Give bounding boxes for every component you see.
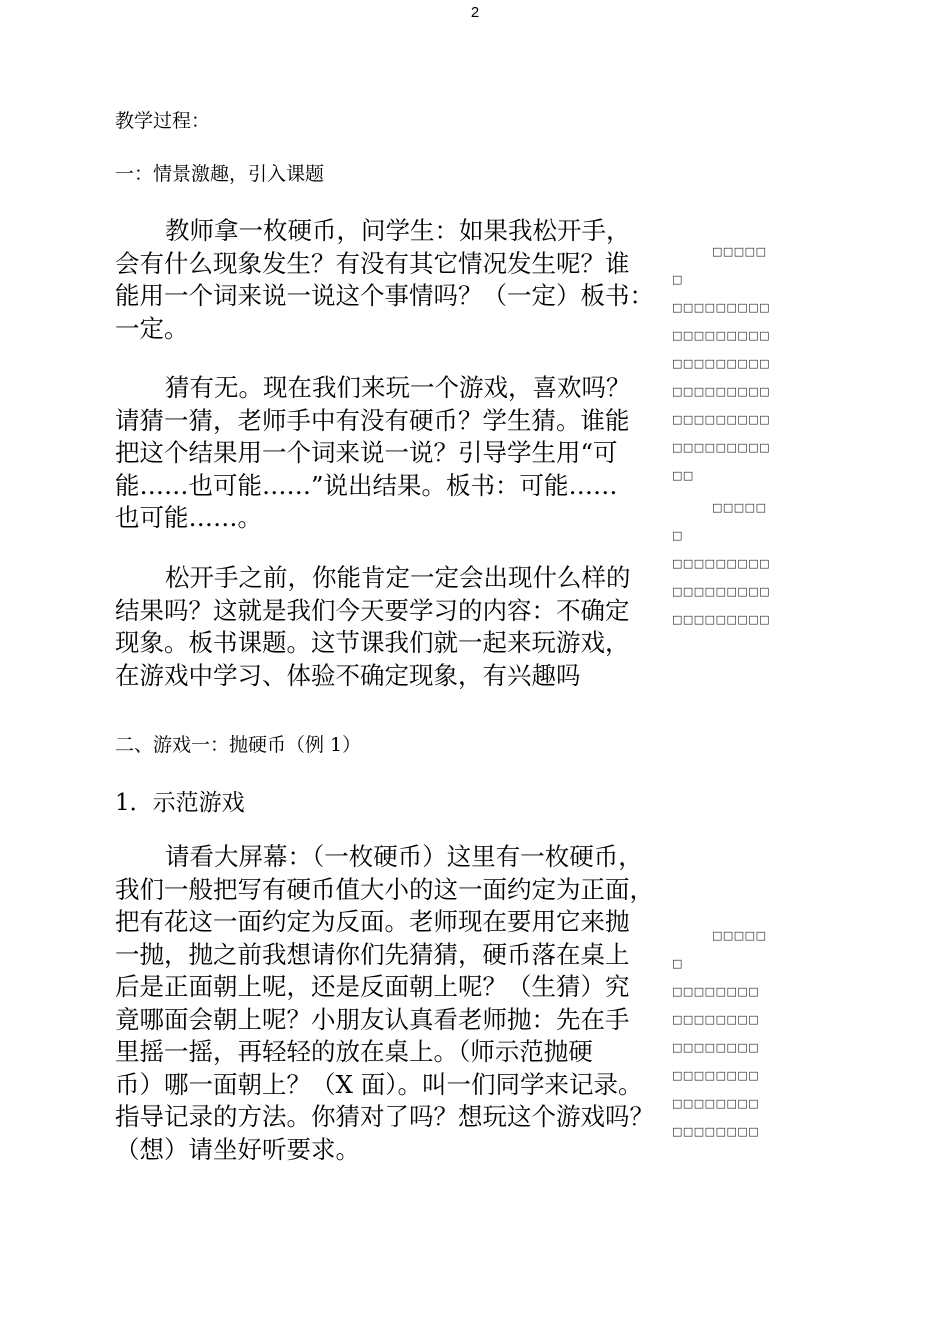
margin-note-line: □□□□□□□□□ — [672, 357, 771, 370]
margin-note-line: □□□□□ — [712, 929, 767, 942]
paragraph-line: 能用一个词来说一说这个事情吗？（一定）板书： — [115, 281, 654, 310]
margin-note-line: □□□□□□□□□ — [672, 585, 771, 598]
margin-note-line: □□□□□□□□□ — [672, 613, 771, 626]
subsection-title: 1．示范游戏 — [115, 790, 245, 816]
paragraph-3 — [115, 562, 675, 692]
margin-note-line: □□□□□□□□ — [672, 1069, 760, 1082]
section-2-title: 二、游戏一：抛硬币（例 1） — [115, 734, 362, 756]
margin-note-line: □□□□□□□□□ — [672, 329, 771, 342]
paragraph-line: 会有什么现象发生？有没有其它情况发生呢？谁 — [115, 248, 630, 278]
paragraph-2 — [115, 372, 675, 535]
margin-note-line: □ — [672, 529, 683, 542]
margin-note-line: □□□□□□□□ — [672, 1013, 760, 1026]
paragraph-line: 把有花这一面约定为反面。老师现在要用它来抛 — [115, 907, 630, 936]
paragraph-line: 里摇一摇，再轻轻的放在桌上。（师示范抛硬 — [115, 1037, 593, 1066]
paragraph-line: 指导记录的方法。你猜对了吗？想玩这个游戏吗？ — [115, 1102, 654, 1131]
margin-note-line: □□ — [672, 469, 694, 482]
paragraph-line: 也可能……。 — [115, 503, 262, 532]
margin-note-line: □□□□□□□□ — [672, 985, 760, 998]
heading-teaching-process: 教学过程： — [115, 110, 211, 132]
paragraph-4 — [115, 841, 675, 1166]
paragraph-line: 教师拿一枚硬币，问学生：如果我松开手， — [165, 216, 631, 245]
margin-note-line: □□□□□□□□□ — [672, 385, 771, 398]
paragraph-line: 我们一般把写有硬币值大小的这一面约定为正面， — [115, 874, 654, 904]
paragraph-line: 竟哪面会朝上呢？小朋友认真看老师抛：先在手 — [115, 1004, 630, 1034]
margin-note-line: □□□□□□□□□ — [672, 557, 771, 570]
paragraph-line: 在游戏中学习、体验不确定现象，有兴趣吗 — [115, 660, 581, 690]
paragraph-line: 一定。 — [115, 313, 189, 343]
paragraph-line: 后是正面朝上呢，还是反面朝上呢？（生猜）究 — [115, 972, 630, 1001]
paragraph-line: 猜有无。现在我们来玩一个游戏，喜欢吗？ — [165, 373, 631, 402]
paragraph-1 — [115, 215, 675, 345]
paragraph-line: 把这个结果用一个词来说一说？引导学生用“可 — [115, 438, 618, 467]
margin-note-line: □□□□□ — [712, 501, 767, 514]
paragraph-line: 请看大屏幕：（一枚硬币）这里有一枚硬币， — [165, 842, 643, 871]
margin-note-line: □□□□□□□□□ — [672, 301, 771, 314]
margin-note-line: □ — [672, 957, 683, 970]
margin-note-3 — [672, 922, 772, 1146]
margin-note-line: □□□□□□□□ — [672, 1041, 760, 1054]
margin-note-line: □□□□□□□□□ — [672, 413, 771, 426]
margin-note-line: □□□□□□□□ — [672, 1125, 760, 1138]
paragraph-line: 币）哪一面朝上？（X 面）。叫一们同学来记录。 — [115, 1069, 643, 1099]
paragraph-line: 结果吗？这就是我们今天要学习的内容：不确定 — [115, 595, 630, 625]
margin-note-2 — [672, 494, 772, 634]
margin-note-line: □□□□□□□□ — [672, 1097, 760, 1110]
paragraph-line: 一抛，抛之前我想请你们先猜猜，硬币落在桌上 — [115, 939, 630, 969]
margin-note-1 — [672, 238, 772, 490]
margin-note-line: □□□□□□□□□ — [672, 441, 771, 454]
paragraph-line: 请猜一猜，老师手中有没有硬币？学生猜。谁能 — [115, 405, 630, 435]
paragraph-line: （想）请坐好听要求。 — [115, 1134, 360, 1164]
margin-note-line: □□□□□ — [712, 245, 767, 258]
paragraph-line: 现象。板书课题。这节课我们就一起来玩游戏， — [115, 628, 630, 657]
paragraph-line: 松开手之前，你能肯定一定会出现什么样的 — [165, 563, 631, 592]
paragraph-line: 能……也可能……”说出结果。板书：可能…… — [115, 470, 618, 500]
section-1-title: 一：情景激趣，引入课题 — [115, 163, 325, 185]
page-number: 2 — [470, 4, 480, 21]
margin-note-line: □ — [672, 273, 683, 286]
